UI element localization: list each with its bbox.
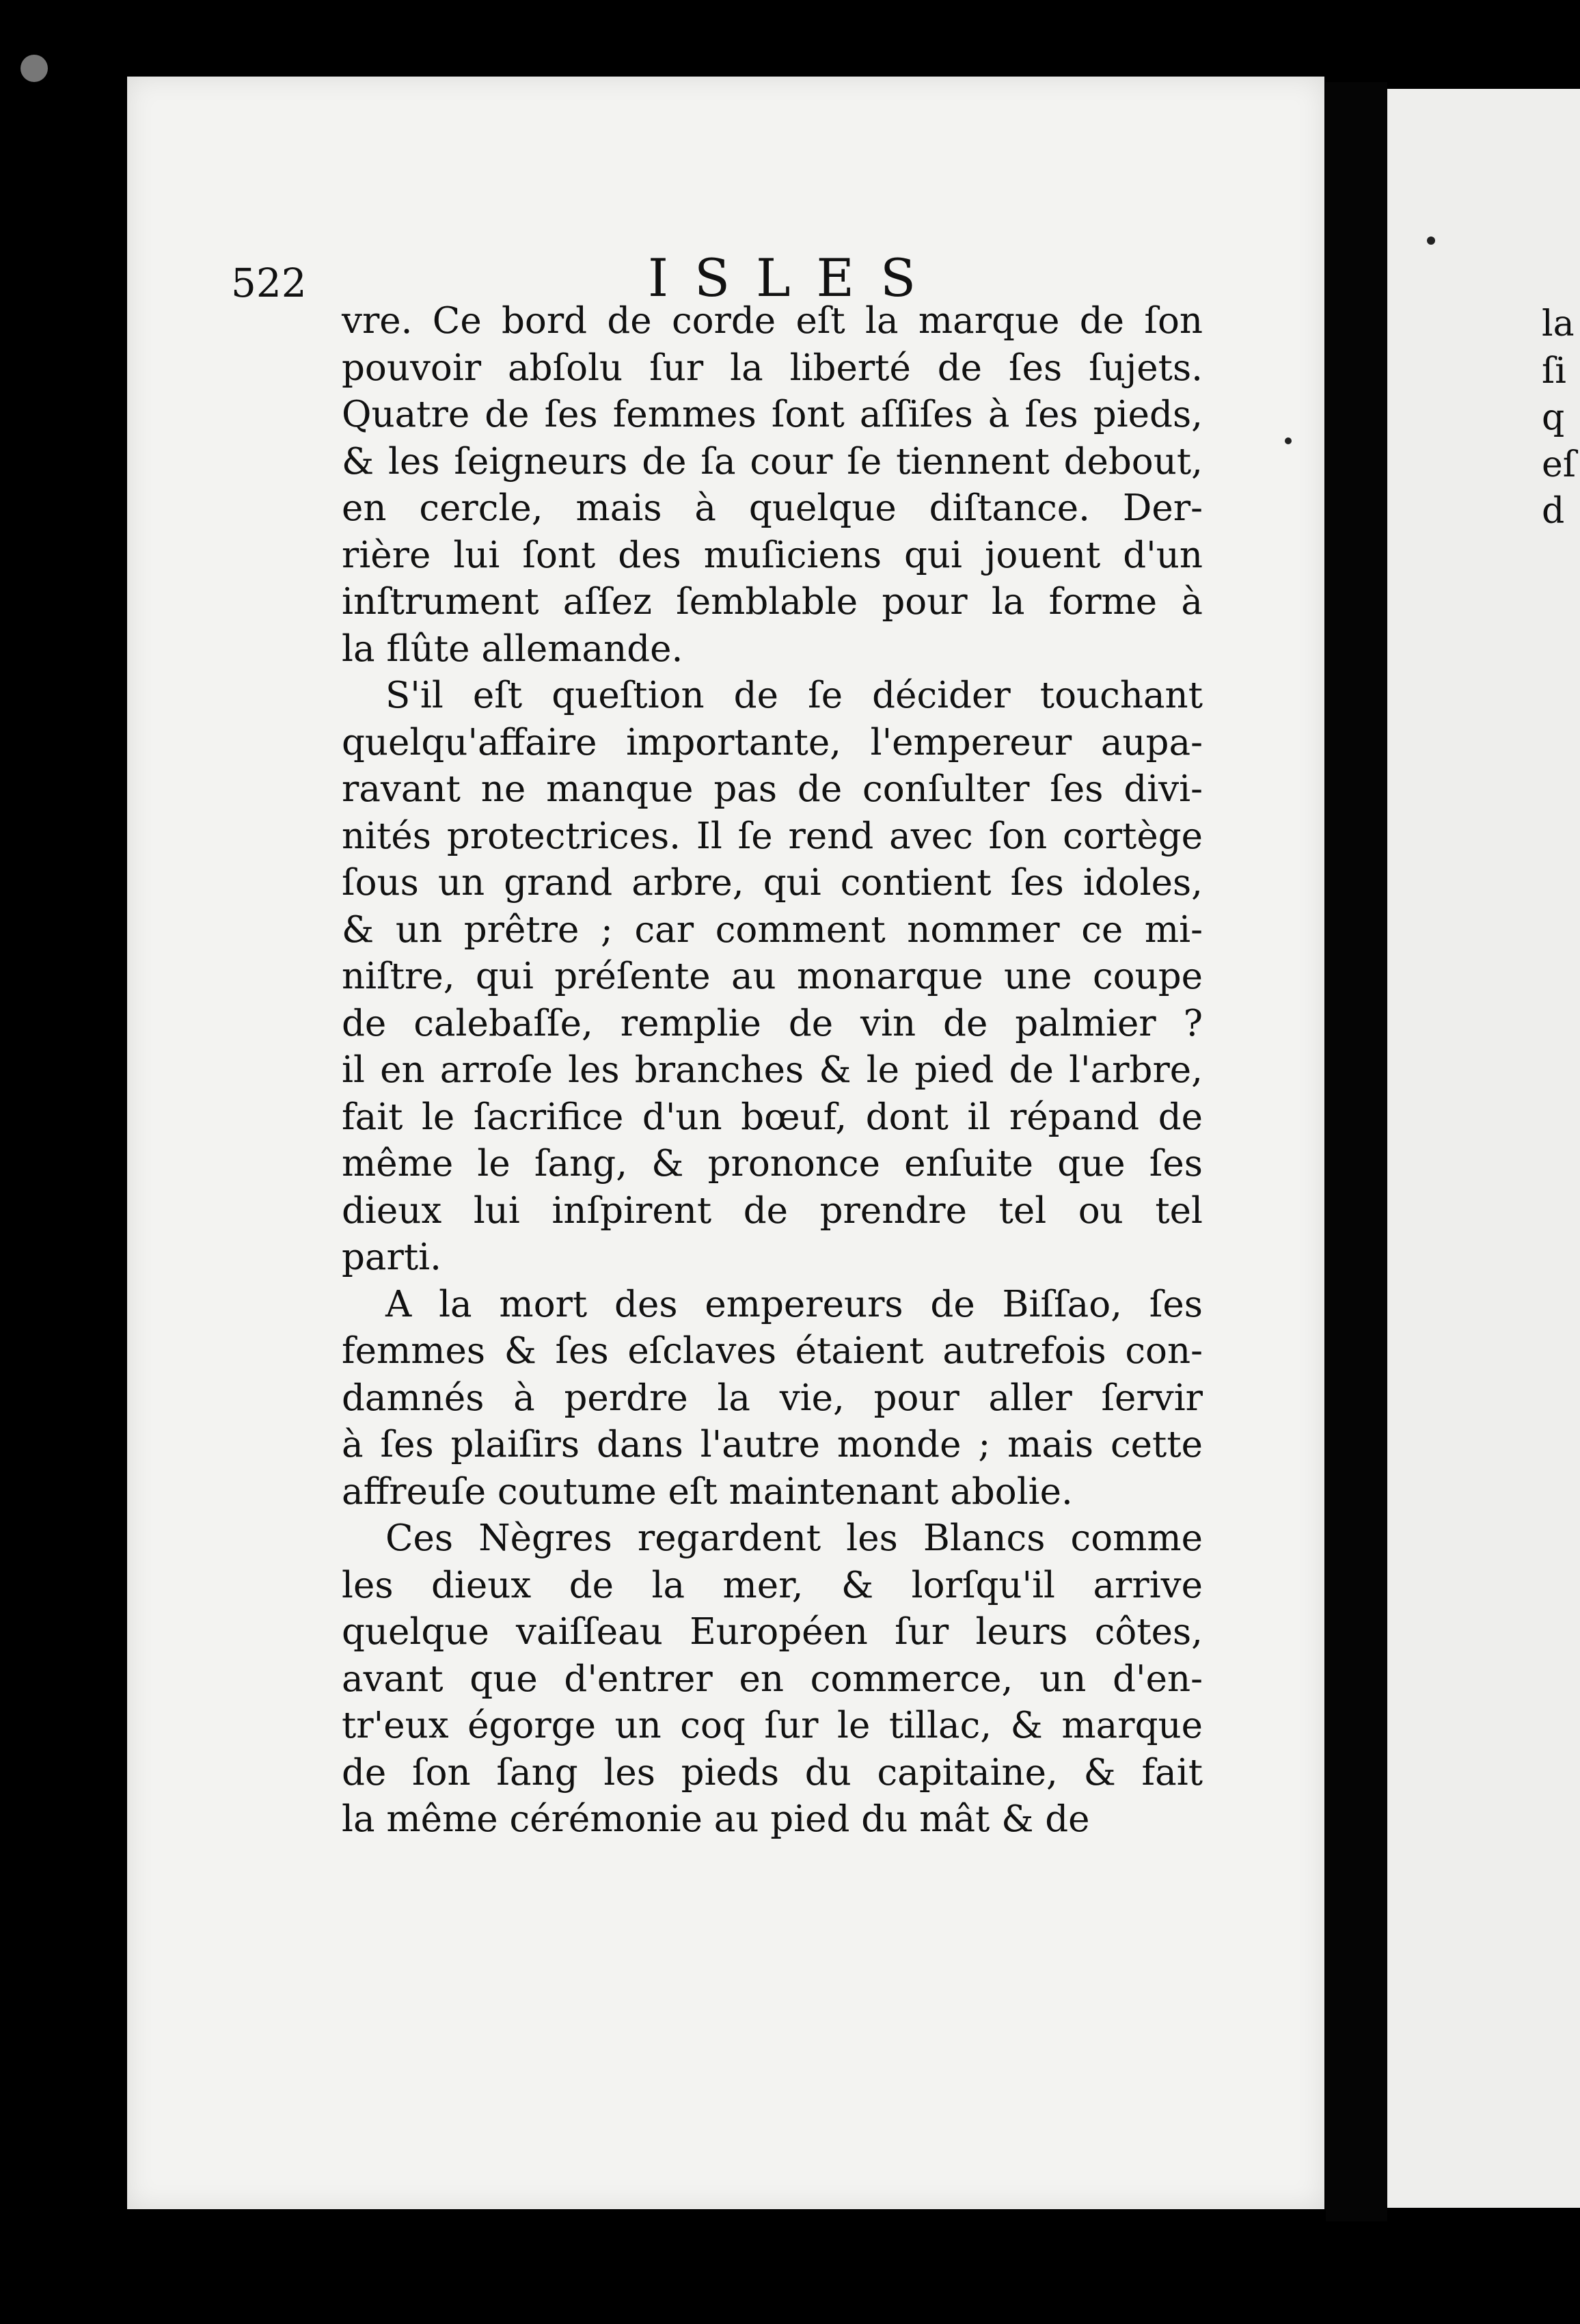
running-head: ISLES <box>648 247 942 308</box>
text-line: dieux lui inſpirent de prendre tel ou tel <box>342 1189 1203 1232</box>
text-line: quelqu'affaire importante, l'empereur aupa- <box>342 721 1203 764</box>
text-line: affreuſe coutume eſt maintenant abolie. <box>342 1470 1073 1513</box>
text-line: à ſes plaiſirs dans l'autre monde ; mais cette <box>342 1424 1203 1465</box>
text-line: de ſon ſang les pieds du capitaine, & fait <box>342 1751 1203 1794</box>
scan-speck <box>1285 437 1292 444</box>
body-text <box>342 298 1203 1843</box>
text-line: en cercle, mais à quelque diſtance. Der- <box>342 487 1203 529</box>
text-line: ſous un grand arbre, qui contient ſes idoles, <box>342 862 1203 904</box>
paragraph <box>342 1282 1203 1516</box>
right-page-fragment: d <box>1542 491 1565 532</box>
paragraph <box>342 673 1203 1282</box>
text-line: vre. Ce bord de corde eſt la marque de ſon <box>342 300 1203 342</box>
text-line: la flûte allemande. <box>342 627 683 670</box>
text-line: de calebaſſe, remplie de vin de palmier ? <box>342 1002 1203 1044</box>
text-line: & les ſeigneurs de ſa cour ſe tiennent debout, <box>342 440 1203 483</box>
page-number: 522 <box>231 260 307 306</box>
scan-speck <box>1427 237 1435 245</box>
scan-speck <box>21 55 48 82</box>
text-line: quelque vaiſſeau Européen ſur leurs côtes, <box>342 1611 1203 1653</box>
text-line: S'il eſt queſtion de ſe décider touchant <box>385 675 1203 716</box>
text-line: A la mort des empereurs de Biſſao, ſes <box>385 1283 1203 1325</box>
right-page-fragment: eſ <box>1542 444 1577 485</box>
text-line: la même cérémonie au pied du mât & de <box>342 1798 1090 1840</box>
text-line: il en arroſe les branches & le pied de l'arbre, <box>342 1049 1203 1091</box>
book-gutter <box>1326 82 1387 2221</box>
text-line: parti. <box>342 1237 441 1278</box>
text-line: niſtre, qui préſente au monarque une coupe <box>342 956 1203 997</box>
right-page-fragment: q <box>1542 397 1565 438</box>
text-line: ravant ne manque pas de conſulter ſes divi- <box>342 768 1203 810</box>
text-line: fait le ſacrifice d'un bœuf, dont il répand de <box>342 1096 1203 1138</box>
text-line: les dieux de la mer, & lorſqu'il arrive <box>342 1564 1203 1606</box>
right-page-text-fragments <box>1542 301 1576 535</box>
right-page-fragment: ſi <box>1542 350 1566 392</box>
text-line: rière lui ſont des muſiciens qui jouent d'un <box>342 534 1203 576</box>
text-line: damnés à perdre la vie, pour aller ſervir <box>342 1377 1203 1419</box>
text-line: même le ſang, & prononce enſuite que ſes <box>342 1143 1203 1185</box>
text-line: pouvoir abſolu ſur la liberté de ſes ſujets. <box>342 347 1203 389</box>
text-line: Quatre de ſes femmes ſont aſſiſes à ſes pieds, <box>342 394 1203 435</box>
paragraph <box>342 298 1203 673</box>
text-line: nités protectrices. Il ſe rend avec ſon cortège <box>342 815 1203 857</box>
right-page-fragment: la <box>1542 303 1575 344</box>
text-line: avant que d'entrer en commerce, un d'en- <box>342 1658 1203 1700</box>
text-line: tr'eux égorge un coq ſur le tillac, & marque <box>342 1705 1203 1746</box>
text-line: inſtrument aſſez ſemblable pour la forme à <box>342 581 1203 623</box>
text-line: femmes & ſes eſclaves étaient autrefois con- <box>342 1330 1203 1372</box>
paragraph <box>342 1515 1203 1843</box>
text-line: & un prêtre ; car comment nommer ce mi- <box>342 908 1203 951</box>
text-line: Ces Nègres regardent les Blancs comme <box>385 1517 1203 1559</box>
